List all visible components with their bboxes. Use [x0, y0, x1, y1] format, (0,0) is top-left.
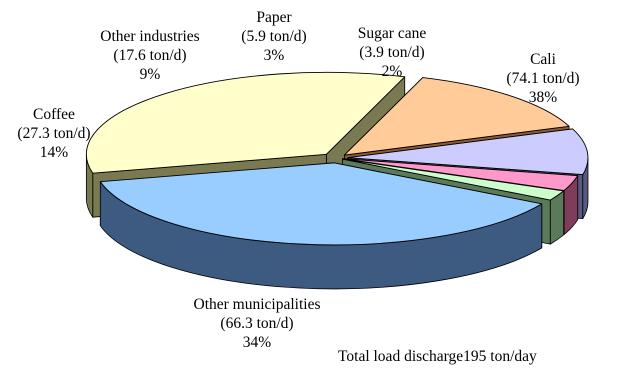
label-other-municipalities	[172, 295, 342, 352]
label-cali-name: Cali	[530, 51, 556, 68]
label-sugar-cane-value: (3.9 ton/d)	[359, 44, 425, 61]
label-sugar-cane-name: Sugar cane	[357, 25, 427, 42]
label-cali	[488, 50, 598, 107]
label-other-industries-value: (17.6 ton/d)	[113, 47, 187, 64]
label-cali-value: (74.1 ton/d)	[506, 70, 580, 87]
total-load-annotation: Total load discharge195 ton/day	[338, 348, 537, 365]
label-other-municipalities-value: (66.3 ton/d)	[220, 315, 294, 332]
label-sugar-cane-percent: 2%	[381, 63, 403, 80]
label-coffee	[6, 105, 102, 162]
label-paper-percent: 3%	[263, 47, 285, 64]
label-coffee-value: (27.3 ton/d)	[17, 125, 91, 142]
label-coffee-name: Coffee	[33, 106, 75, 123]
label-other-industries-percent: 9%	[139, 66, 161, 83]
label-other-industries-name: Other industries	[100, 28, 200, 45]
label-paper-name: Paper	[256, 9, 292, 26]
label-coffee-percent: 14%	[39, 144, 69, 161]
label-cali-percent: 38%	[528, 89, 558, 106]
label-other-municipalities-name: Other municipalities	[193, 296, 321, 313]
label-paper	[225, 8, 323, 65]
label-other-industries	[80, 27, 220, 84]
label-paper-value: (5.9 ton/d)	[241, 28, 307, 45]
label-sugar-cane	[342, 24, 442, 81]
label-other-municipalities-percent: 34%	[242, 334, 272, 351]
